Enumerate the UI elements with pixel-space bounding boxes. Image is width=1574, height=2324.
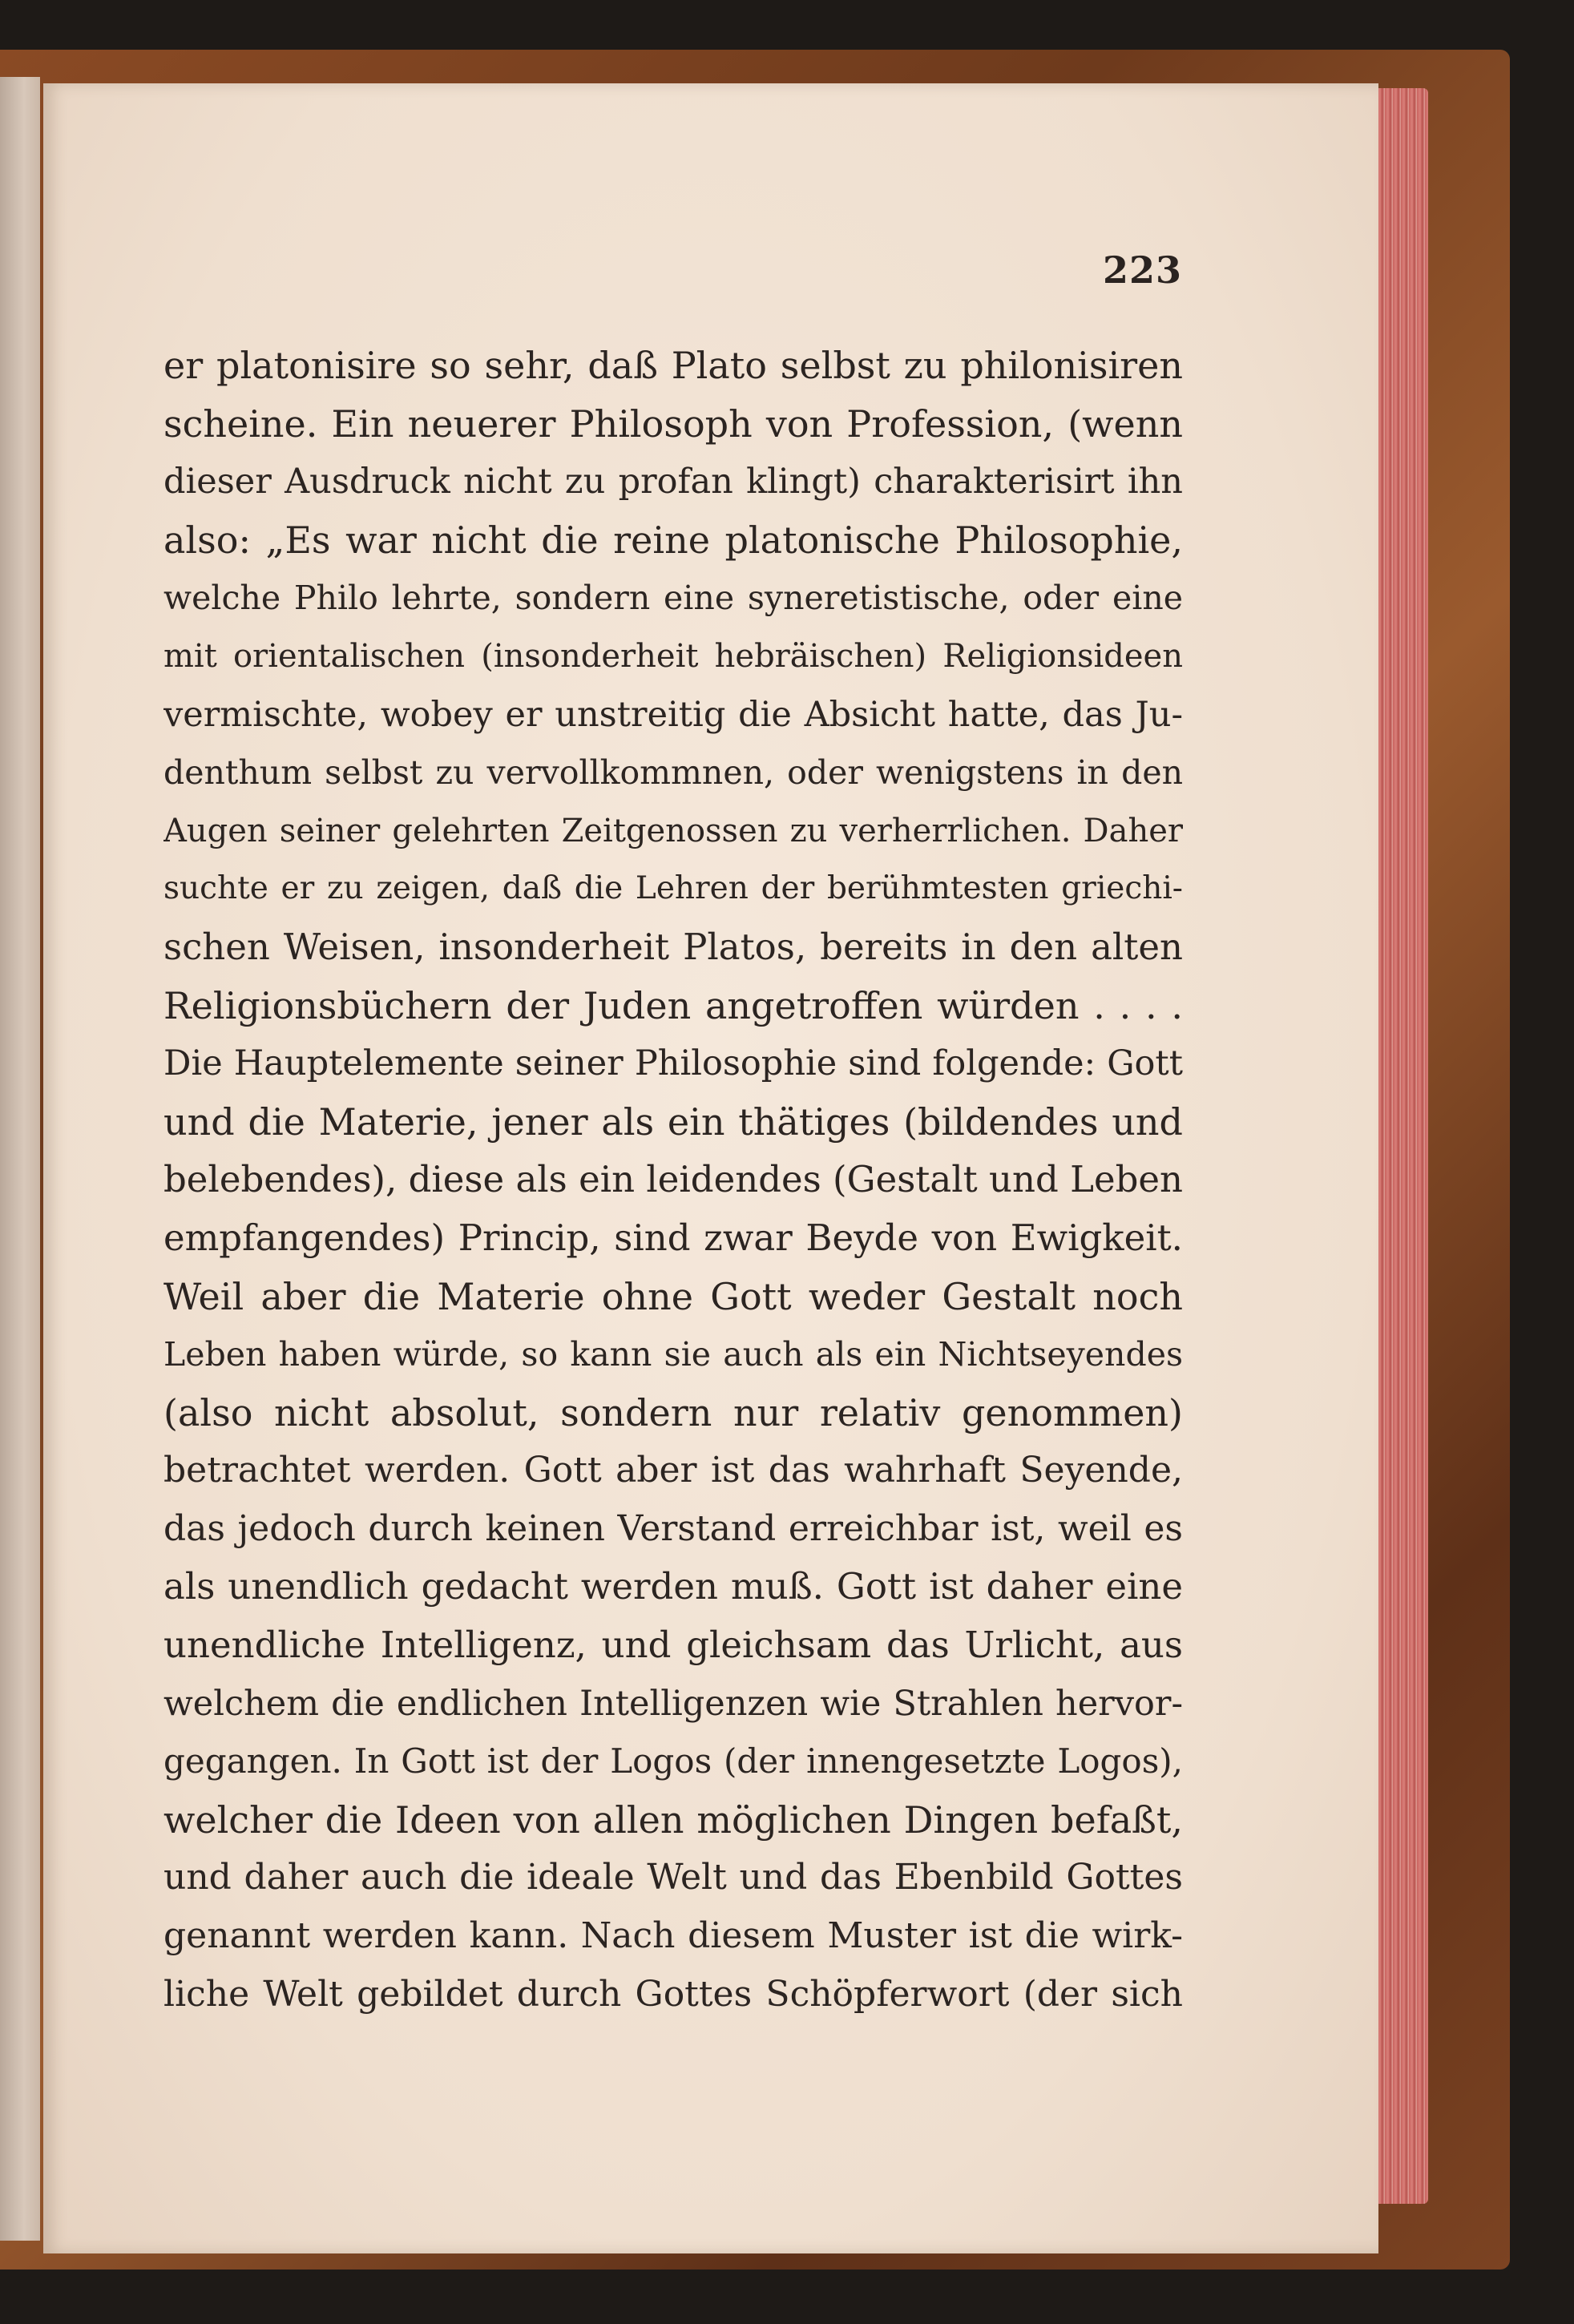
text-line: Augen seiner gelehrten Zeitgenossen zu verherrlichen. Daher: [163, 812, 1183, 849]
text-line: er platonisire so sehr, daß Plato selbst zu philonisiren: [163, 344, 1183, 387]
text-line: welchem die endlichen Intelligenzen wie Strahlen hervor-: [163, 1683, 1183, 1724]
text-line: genannt werden kann. Nach diesem Muster ist die wirk-: [163, 1915, 1183, 1957]
text-line: und die Materie, jener als ein thätiges (bildendes und: [163, 1099, 1183, 1144]
text-line: suchte er zu zeigen, daß die Lehren der berühmtesten griechi-: [163, 870, 1183, 907]
text-line: schen Weisen, insonderheit Platos, bereits in den alten: [163, 925, 1183, 968]
text-line: als unendlich gedacht werden muß. Gott ist daher eine: [163, 1565, 1183, 1608]
text-line: also: „Es war nicht die reine platonische Philosophie,: [163, 518, 1183, 562]
page-edge-stack: [1377, 88, 1428, 2204]
text-line: dieser Ausdruck nicht zu profan klingt) charakterisirt ihn: [163, 462, 1183, 502]
page-text: [163, 337, 1183, 2023]
text-line: Die Hauptelemente seiner Philosophie sind folgende: Gott: [163, 1043, 1183, 1084]
left-page-edge: [0, 77, 40, 2241]
text-line: welche Philo lehrte, sondern eine syneretistische, oder eine: [163, 579, 1183, 618]
text-line: Weil aber die Materie ohne Gott weder Gestalt noch: [163, 1274, 1183, 1318]
text-line: betrachtet werden. Gott aber ist das wahrhaft Seyende,: [163, 1450, 1183, 1491]
text-line: scheine. Ein neuerer Philosoph von Profession, (wenn: [163, 401, 1183, 446]
text-line: (also nicht absolut, sondern nur relativ genommen): [163, 1390, 1183, 1434]
text-line: das jedoch durch keinen Verstand erreichbar ist, weil es: [163, 1507, 1183, 1549]
text-line: mit orientalischen (insonderheit hebräischen) Religionsideen: [163, 637, 1183, 675]
text-line: welcher die Ideen von allen möglichen Dingen befaßt,: [163, 1797, 1183, 1842]
text-line: Leben haben würde, so kann sie auch als ein Nichtseyendes: [163, 1335, 1183, 1374]
text-line: belebendes), diese als ein leidendes (Gestalt und Leben: [163, 1158, 1183, 1201]
text-line: unendliche Intelligenz, und gleichsam das Urlicht, aus: [163, 1624, 1183, 1667]
text-line: liche Welt gebildet durch Gottes Schöpferwort (der sich: [163, 1973, 1183, 2015]
text-line: empfangendes) Princip, sind zwar Beyde von Ewigkeit.: [163, 1216, 1183, 1259]
text-line: und daher auch die ideale Welt und das Ebenbild Gottes: [163, 1857, 1183, 1898]
text-line: vermischte, wobey er unstreitig die Absicht hatte, das Ju-: [163, 694, 1183, 735]
text-line: gegangen. In Gott ist der Logos (der innengesetzte Logos),: [163, 1741, 1183, 1781]
text-line: denthum selbst zu vervollkommnen, oder wenigstens in den: [163, 753, 1183, 793]
text-line: Religionsbüchern der Juden angetroffen würden . . . .: [163, 983, 1183, 1027]
page-number: 223: [1103, 248, 1183, 292]
